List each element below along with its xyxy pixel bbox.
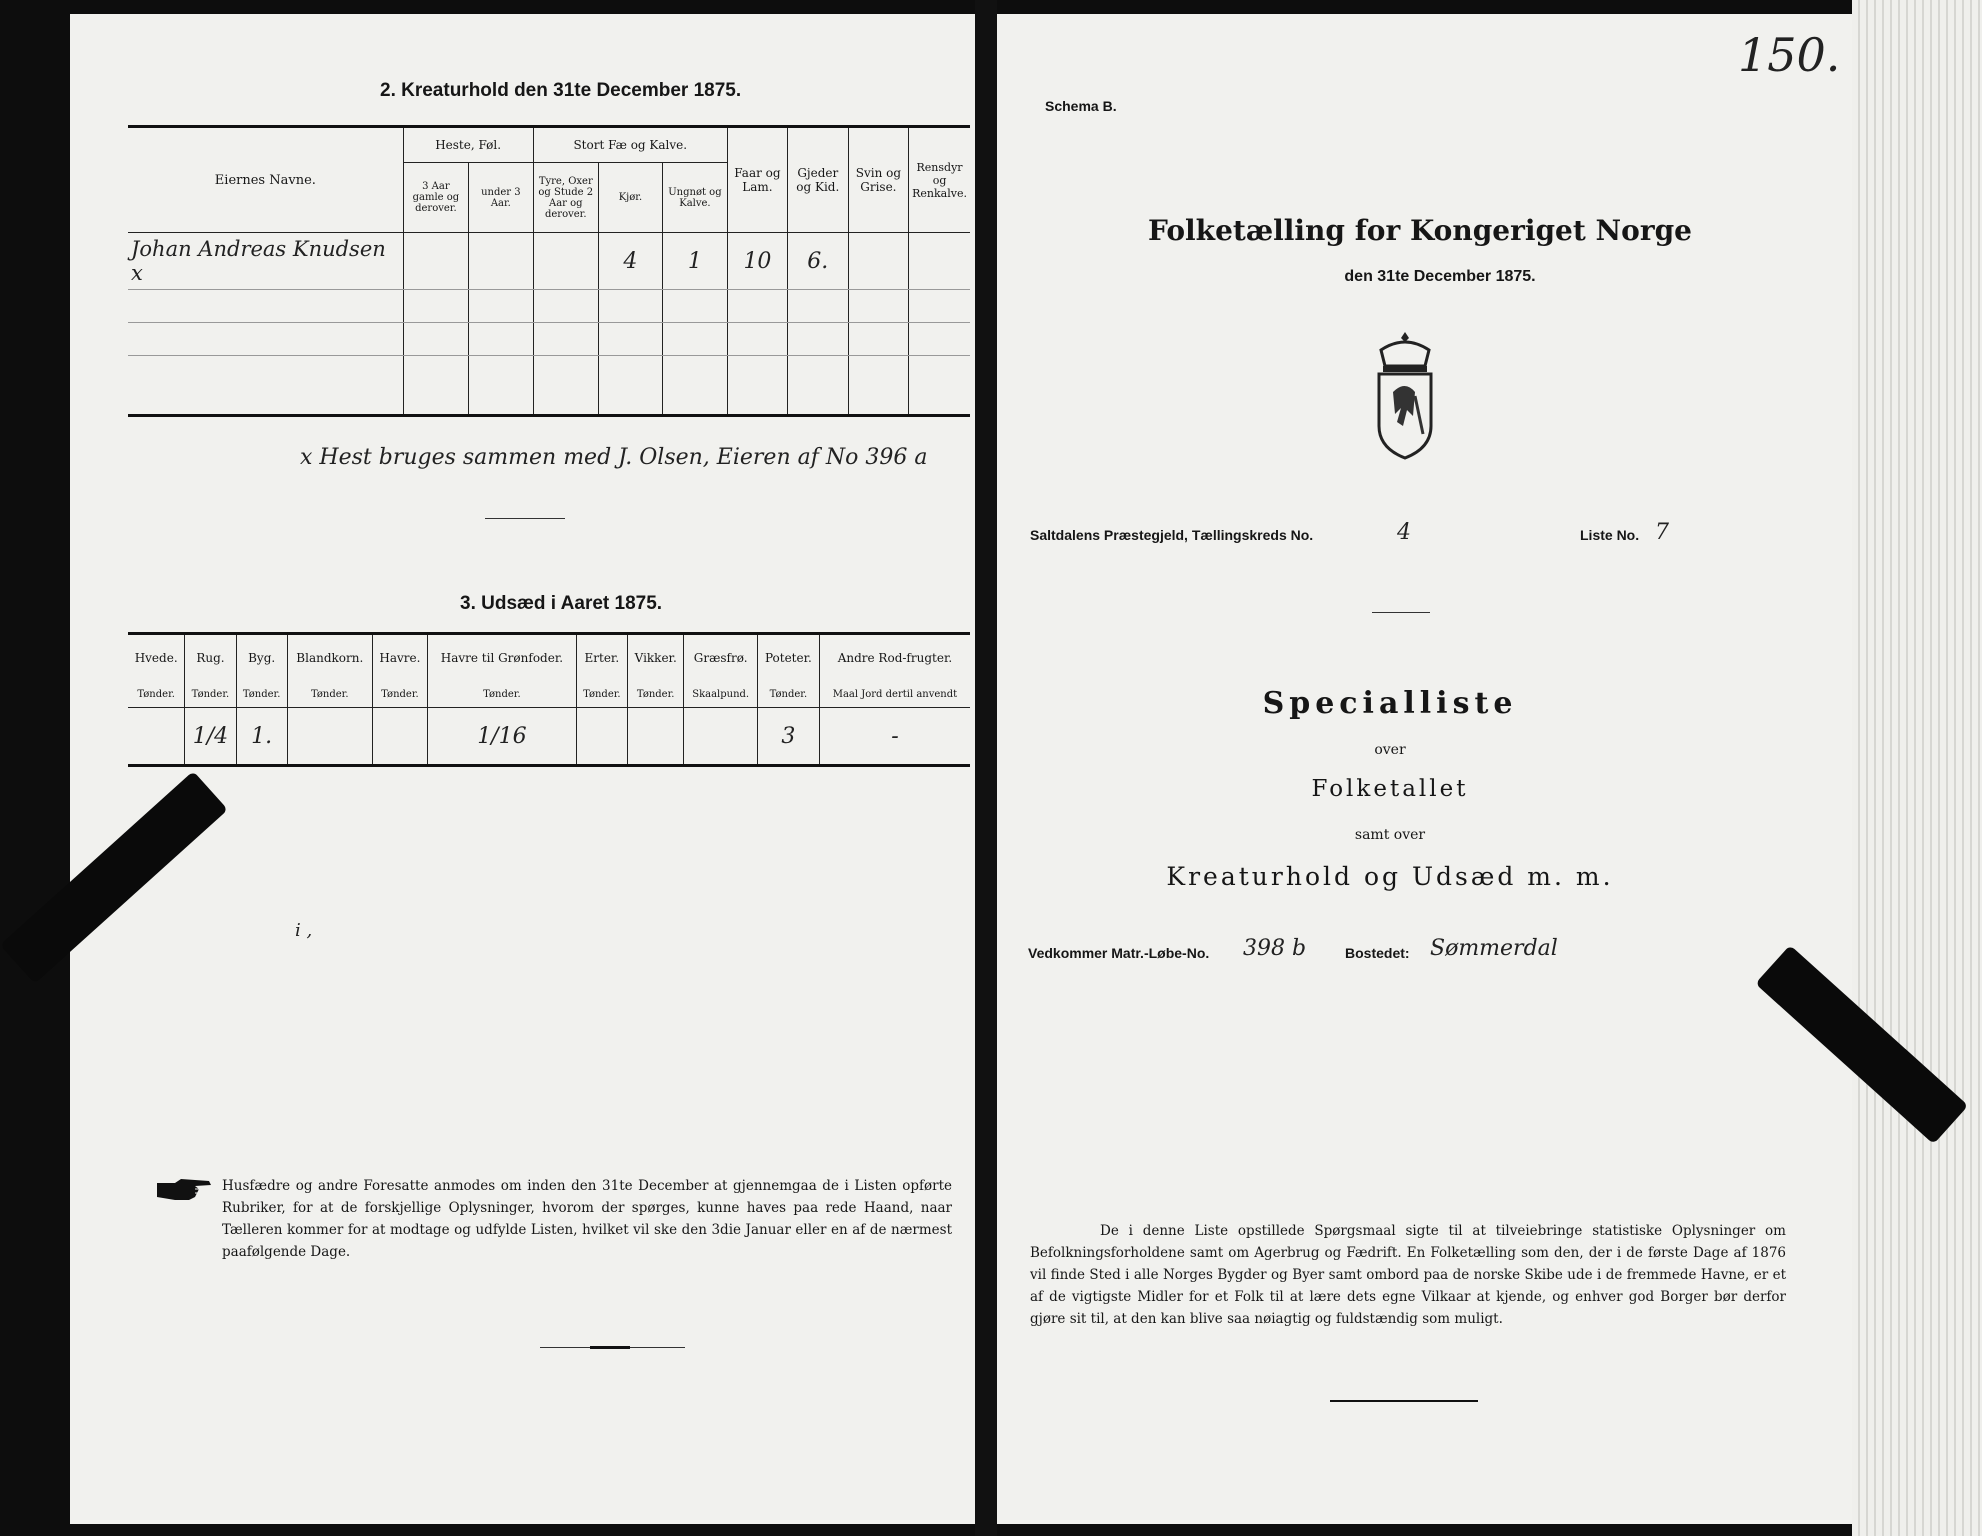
seed-unit: Tønder.	[757, 681, 819, 708]
divider-4	[1330, 1400, 1478, 1402]
section3-title: 3. Udsæd i Aaret 1875.	[460, 593, 663, 614]
seed-unit: Maal Jord dertil anvendt	[819, 681, 970, 708]
col-pigs: Svin og Grise.	[848, 127, 908, 233]
reindeer-cell	[909, 233, 970, 290]
col-horses-b: under 3 Aar.	[469, 163, 533, 233]
page-edges	[1852, 0, 1982, 1536]
horses-a-cell	[403, 233, 468, 290]
folketallet-text: Folketallet	[1311, 776, 1469, 802]
col-cattle-a: Tyre, Oxer og Stude 2 Aar og derover.	[533, 163, 598, 233]
pigs-cell	[848, 233, 908, 290]
coat-of-arms-icon	[1367, 330, 1443, 464]
seed-unit: Tønder.	[185, 681, 236, 708]
seed-value: 3	[757, 708, 819, 766]
col-cattle-c: Ungnøt og Kalve.	[662, 163, 727, 233]
col-cattle: Stort Fæ og Kalve.	[533, 127, 727, 163]
list-value: 7	[1655, 520, 1669, 545]
owner-cell: Johan Andreas Knudsen x	[128, 233, 403, 290]
col-sheep: Faar og Lam.	[727, 127, 787, 233]
seed-header: Vikker.	[627, 634, 684, 682]
bosted-label: Bostedet:	[1345, 945, 1410, 961]
specialliste-title: Specialliste	[1262, 686, 1518, 721]
section2-title: 2. Kreaturhold den 31te December 1875.	[380, 80, 742, 101]
main-title: Folketælling for Kongeriget Norge	[1148, 214, 1692, 247]
seed-unit: Tønder.	[287, 681, 372, 708]
seed-header: Poteter.	[757, 634, 819, 682]
seed-value	[576, 708, 627, 766]
samt-over-text: samt over	[1354, 827, 1426, 843]
seed-value: 1/4	[185, 708, 236, 766]
seed-unit: Tønder.	[576, 681, 627, 708]
seed-unit: Tønder.	[627, 681, 684, 708]
divider-1	[485, 518, 565, 519]
divider-3	[1372, 612, 1430, 613]
seed-header: Erter.	[576, 634, 627, 682]
col-horses-a: 3 Aar gamle og derover.	[403, 163, 468, 233]
seed-header: Hvede.	[128, 634, 185, 682]
livestock-note: x Hest bruges sammen med J. Olsen, Eieren af No 396 a	[300, 445, 928, 470]
seed-value: -	[819, 708, 970, 766]
pointing-hand-icon	[155, 1175, 215, 1209]
seed-header: Græsfrø.	[684, 634, 757, 682]
census-date: den 31te December 1875.	[1344, 268, 1536, 285]
sheep-cell: 10	[727, 233, 787, 290]
seed-header: Rug.	[185, 634, 236, 682]
list-label: Liste No.	[1580, 527, 1640, 543]
seed-table	[128, 632, 970, 767]
col-reindeer: Rensdyr og Renkalve.	[909, 127, 970, 233]
district-label: Saltdalens Præstegjeld, Tællingskreds No.	[1030, 527, 1314, 543]
seed-header: Havre.	[372, 634, 427, 682]
seed-header: Blandkorn.	[287, 634, 372, 682]
seed-unit: Tønder.	[428, 681, 577, 708]
over-text-1: over	[1374, 742, 1406, 758]
seed-value	[128, 708, 185, 766]
seed-unit: Tønder.	[372, 681, 427, 708]
bosted-value: Sømmerdal	[1430, 936, 1558, 961]
cattle-c-cell: 1	[662, 233, 727, 290]
seed-unit: Tønder.	[236, 681, 287, 708]
horses-b-cell	[469, 233, 533, 290]
cattle-b-cell: 4	[598, 233, 662, 290]
footer-paragraph: De i denne Liste opstillede Spørgsmaal sigte til at tilveiebringe statistiske Oplysninger om Befolkningsforholdene samt om Agerbrug og Fædrift. En Folketælling som den, der i de første Dage af 1876 vil finde Sted i alle Norges Bygder og Byer samt ombord paa de norske Skibe ude i de fremmede Havne, er et af de vigtigste Midler for et Folk til at lære dets egne Vilkaar at kjende, og enhver god Borger bør derfor gjøre sit til, at den kan blive saa nøiagtig og fuldstændig som muligt.	[1030, 1223, 1786, 1327]
seed-header: Andre Rod-frugter.	[819, 634, 970, 682]
notice-paragraph: Husfædre og andre Foresatte anmodes om inden den 31te December at gjennemgaa de i Listen opførte Rubriker, for at de forskjellige Oplysninger, hvorom der spørges, kunne haves paa rede Haand, naar Tælleren kommer for at modtage og udfylde Listen, hvilket vil ske den 3die Januar eller en af de nærmest paafølgende Dage.	[222, 1178, 952, 1260]
col-cattle-b: Kjør.	[598, 163, 662, 233]
schema-label: Schema B.	[1045, 98, 1117, 114]
seed-value	[684, 708, 757, 766]
kreaturhold-text: Kreaturhold og Udsæd m. m.	[1166, 862, 1614, 891]
matr-label: Vedkommer Matr.-Løbe-No.	[1028, 945, 1210, 961]
livestock-table	[128, 125, 970, 417]
seed-unit: Tønder.	[128, 681, 185, 708]
seed-value	[287, 708, 372, 766]
col-goats: Gjeder og Kid.	[787, 127, 848, 233]
cattle-a-cell	[533, 233, 598, 290]
divider-2-mark	[590, 1346, 630, 1349]
seed-header: Byg.	[236, 634, 287, 682]
book-spine	[975, 0, 997, 1536]
district-value: 4	[1397, 520, 1411, 545]
seed-value: 1.	[236, 708, 287, 766]
seed-value	[372, 708, 427, 766]
stray-mark: i ,	[295, 920, 313, 941]
col-horses: Heste, Føl.	[403, 127, 533, 163]
goats-cell: 6.	[787, 233, 848, 290]
seed-value	[627, 708, 684, 766]
seed-unit: Skaalpund.	[684, 681, 757, 708]
folio-number: 150.	[1738, 28, 1841, 82]
col-owner: Eiernes Navne.	[128, 127, 403, 233]
seed-value: 1/16	[428, 708, 577, 766]
matr-value: 398 b	[1243, 936, 1307, 961]
seed-header: Havre til Grønfoder.	[428, 634, 577, 682]
